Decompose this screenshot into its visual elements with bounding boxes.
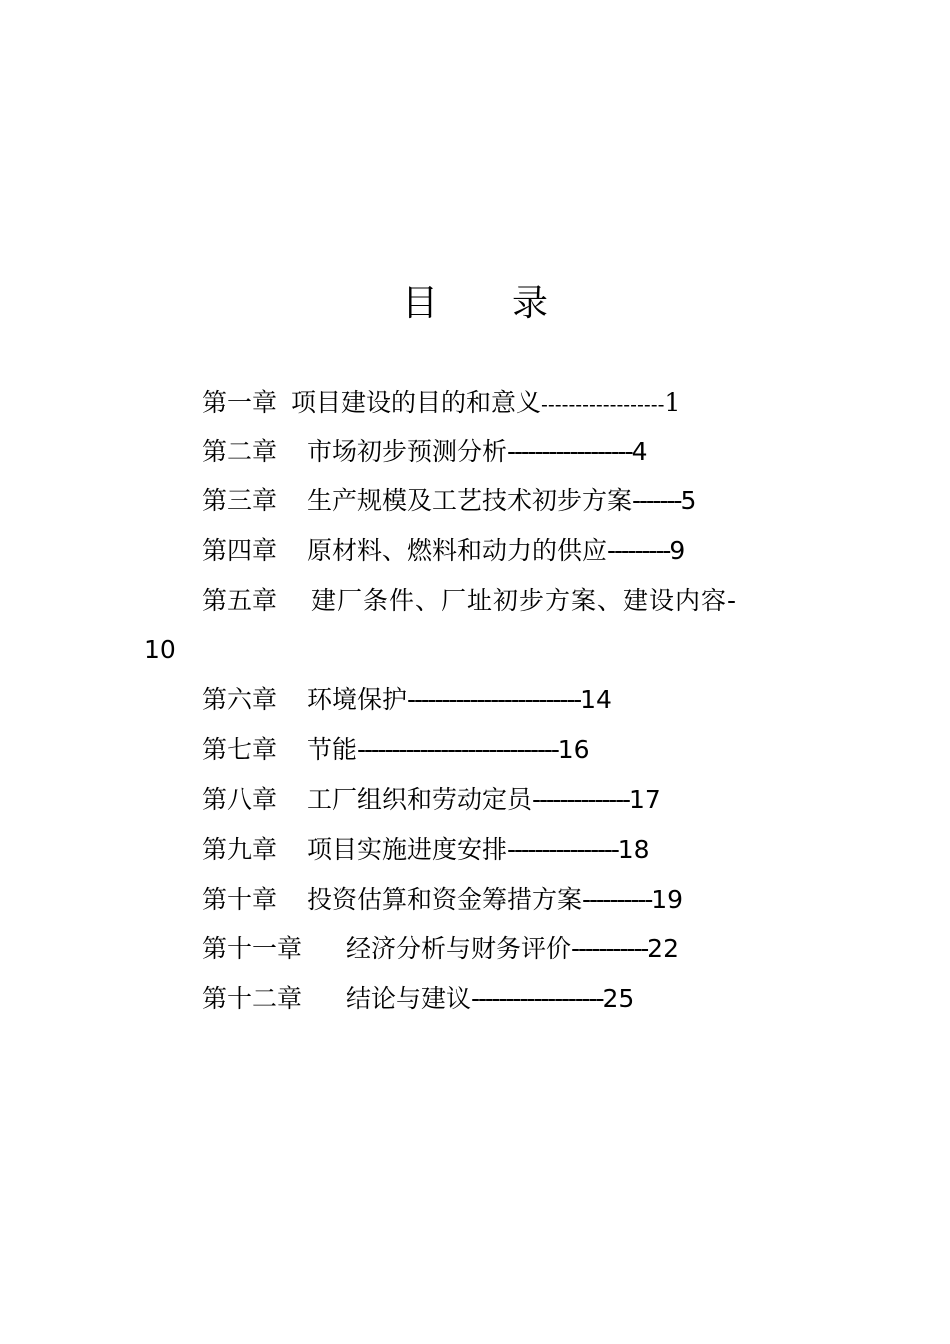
page-number: 25 xyxy=(602,984,635,1013)
toc-entry-10[interactable] xyxy=(202,880,683,920)
page-number: 4 xyxy=(631,437,648,466)
chapter-label: 第七章 xyxy=(202,735,278,764)
leader-dashes: ------------------- xyxy=(471,984,603,1013)
page-number: 19 xyxy=(651,885,684,914)
leader-dashes: ------------------ xyxy=(507,437,632,466)
toc-entry-1[interactable] xyxy=(202,383,680,423)
toc-title-left: 目 xyxy=(401,283,438,324)
leader-dashes: --------- xyxy=(607,536,670,565)
chapter-title: 工厂组织和劳动定员 xyxy=(307,785,533,814)
page-number: 17 xyxy=(628,785,661,814)
leader-dashes: ---------- xyxy=(582,885,652,914)
leader-dashes: ------- xyxy=(632,486,681,515)
toc-entry-4[interactable] xyxy=(202,531,685,571)
leader-dashes: ------------------ xyxy=(541,394,665,416)
chapter-label: 第二章 xyxy=(202,437,278,466)
page-number: 16 xyxy=(557,735,590,764)
chapter-title: 项目实施进度安排 xyxy=(307,835,508,864)
chapter-title: 环境保护 xyxy=(307,685,408,714)
chapter-label: 第五章 xyxy=(202,586,278,615)
chapter-title: 经济分析与财务评价 xyxy=(346,934,572,963)
chapter-label: 第四章 xyxy=(202,536,278,565)
page-number: 22 xyxy=(647,934,679,963)
toc-entry-6[interactable] xyxy=(202,680,612,720)
page-number: 5 xyxy=(680,486,697,515)
page-number: 9 xyxy=(669,536,686,565)
toc-entry-5[interactable] xyxy=(202,581,736,621)
chapter-label: 第一章 xyxy=(202,388,278,417)
chapter-label: 第十二章 xyxy=(202,984,303,1013)
chapter-label: 第三章 xyxy=(202,486,278,515)
chapter-title: 市场初步预测分析 xyxy=(307,437,508,466)
toc-entry-5-page xyxy=(144,630,176,670)
chapter-label: 第六章 xyxy=(202,685,278,714)
chapter-label: 第十一章 xyxy=(202,934,303,963)
toc-entry-2[interactable] xyxy=(202,432,648,472)
chapter-label: 第九章 xyxy=(202,835,278,864)
leader-dashes: ---------------- xyxy=(507,835,618,864)
leader-dashes: ------------------------- xyxy=(407,685,581,714)
chapter-title: 项目建设的目的和意义 xyxy=(291,388,542,417)
chapter-label: 第十章 xyxy=(202,885,278,914)
leader-dashes: -------------- xyxy=(532,785,629,814)
chapter-title: 投资估算和资金筹措方案 xyxy=(307,885,583,914)
toc-entry-11[interactable] xyxy=(202,929,679,969)
chapter-title: 节能 xyxy=(307,735,358,764)
toc-entry-9[interactable] xyxy=(202,830,650,870)
page-number: 1 xyxy=(664,388,681,417)
leader-dashes: - xyxy=(727,586,737,615)
toc-title xyxy=(0,282,950,326)
toc-entry-3[interactable] xyxy=(202,481,696,521)
toc-title-right: 录 xyxy=(512,283,549,324)
chapter-title: 生产规模及工艺技术初步方案 xyxy=(307,486,633,515)
chapter-title: 建厂条件、厂址初步方案、建设内容 xyxy=(311,586,728,615)
toc-entry-7[interactable] xyxy=(202,730,590,770)
toc-entry-8[interactable] xyxy=(202,780,661,820)
toc-entry-12[interactable] xyxy=(202,979,634,1019)
chapter-title: 原材料、燃料和动力的供应 xyxy=(307,536,608,565)
leader-dashes: ----------------------------- xyxy=(357,735,558,764)
page-number: 10 xyxy=(144,635,176,664)
chapter-label: 第八章 xyxy=(202,785,278,814)
chapter-title: 结论与建议 xyxy=(346,984,472,1013)
page-number: 18 xyxy=(617,835,650,864)
leader-dashes: ----------- xyxy=(571,934,648,963)
page-number: 14 xyxy=(580,685,612,714)
